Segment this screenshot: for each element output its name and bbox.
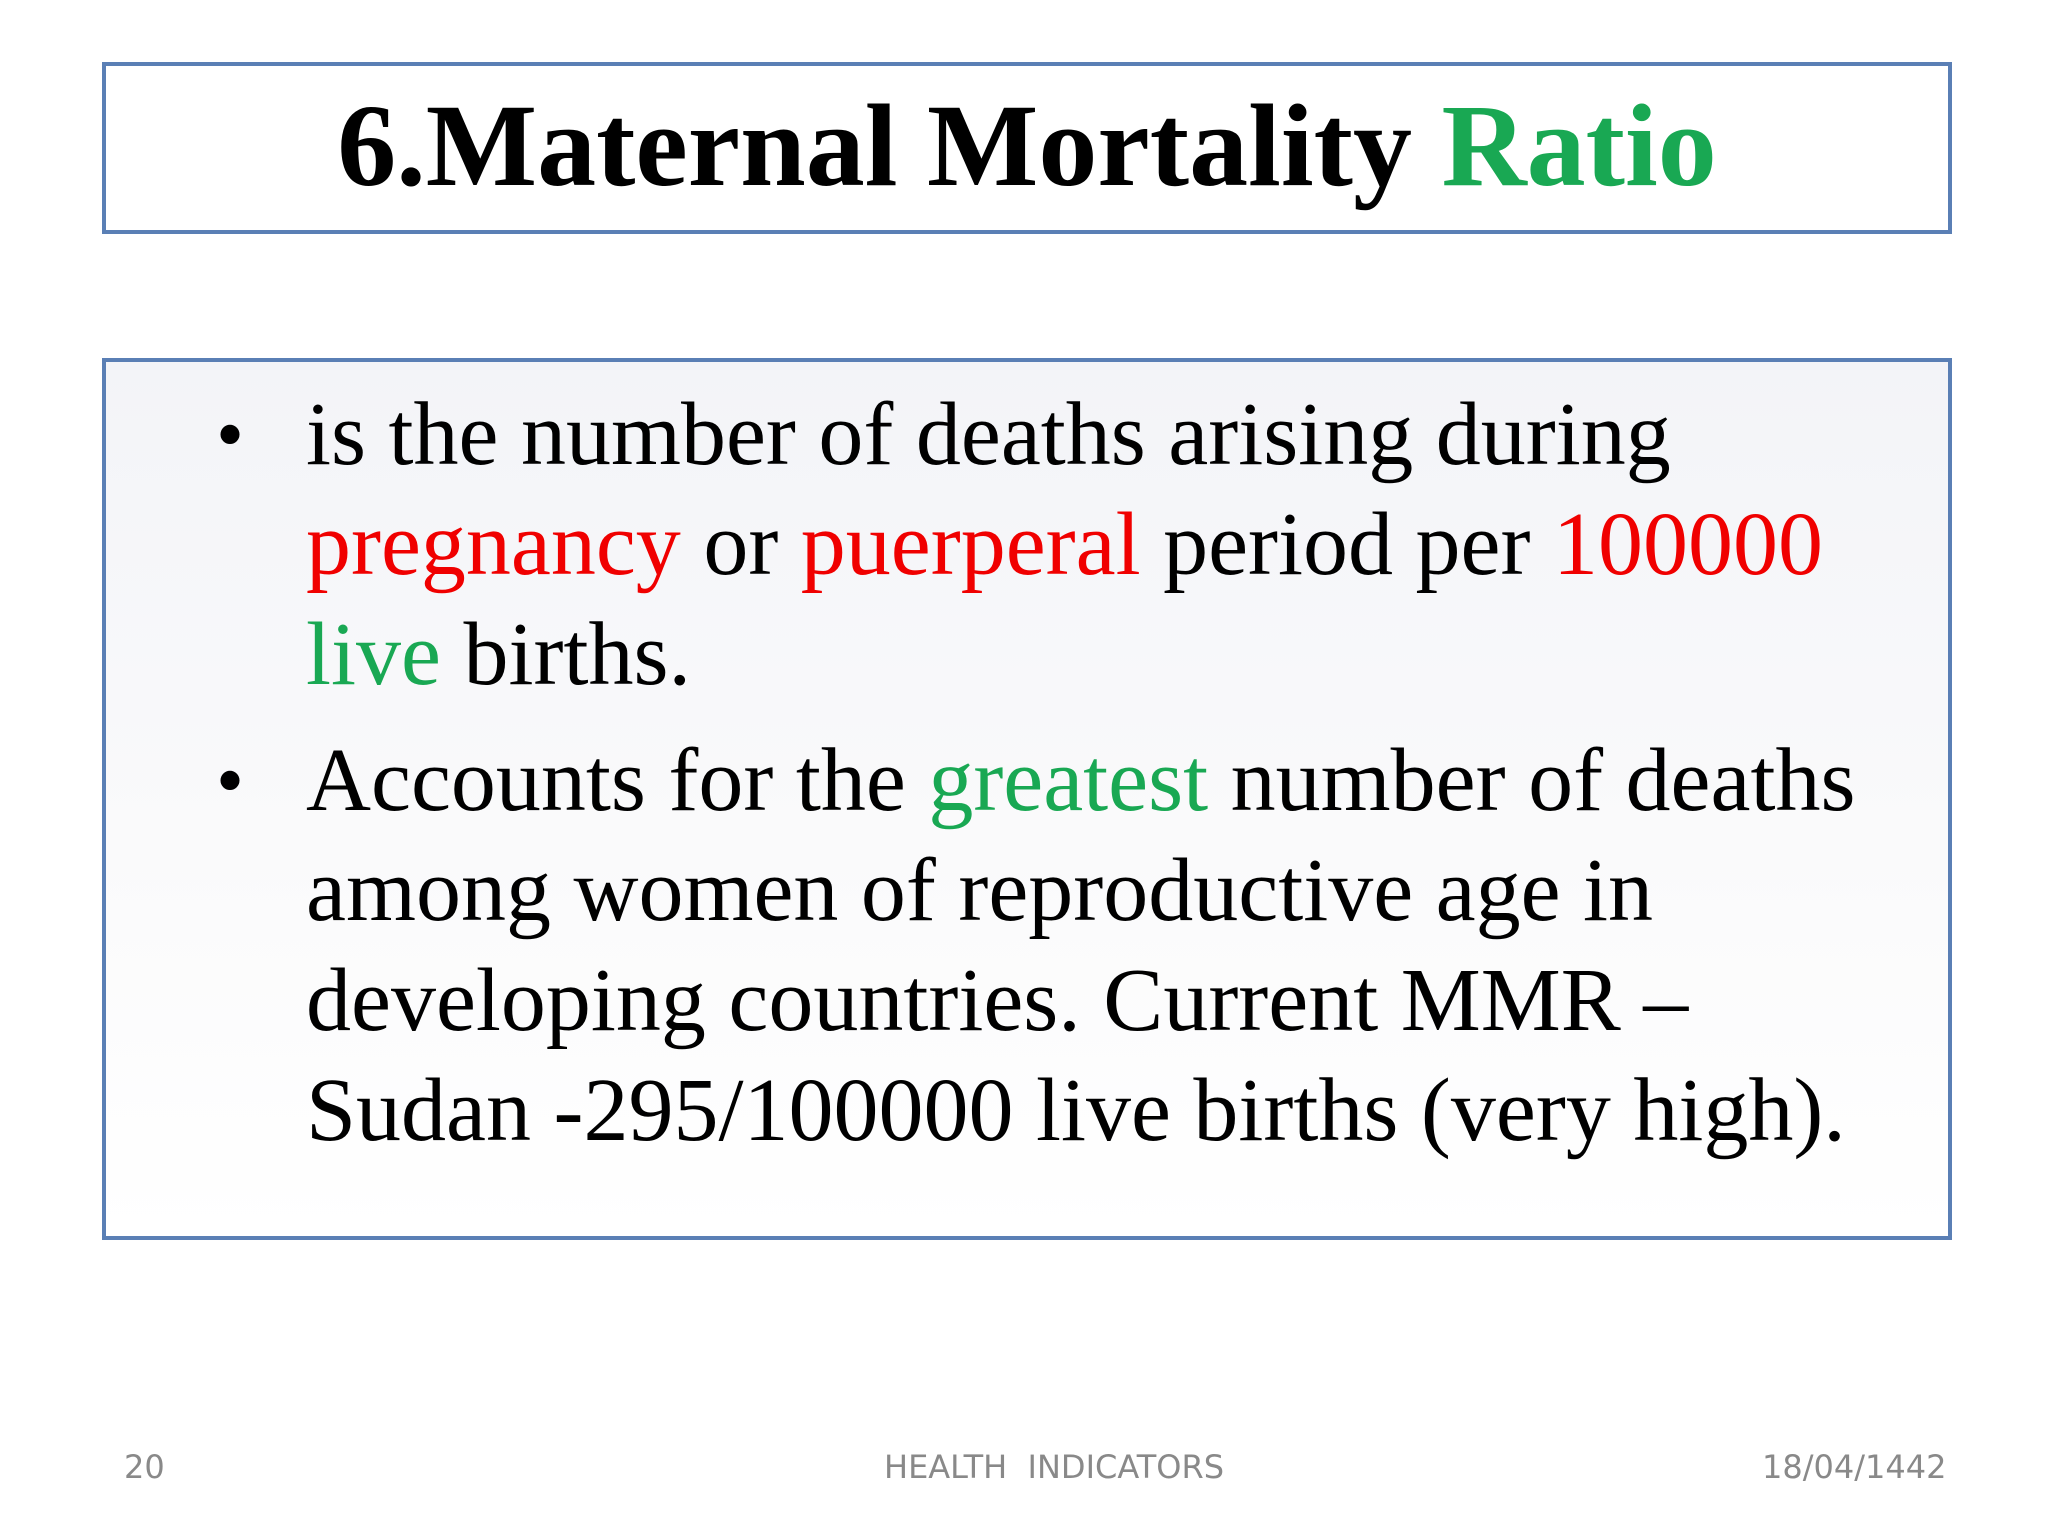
accounts-text-start: Accounts for the (306, 731, 929, 830)
connector-period: period per (1140, 495, 1553, 594)
bullet-item-accounts (126, 726, 1926, 1166)
footer-date: 18/04/1442 (1762, 1448, 1947, 1486)
term-live: live (306, 605, 441, 704)
definition-end: births. (440, 605, 691, 704)
term-puerperal: puerperal (800, 495, 1141, 594)
accounts-text-end: number of deaths among women of reproductive age in developing countries. Current MMR – Sudan -295/100000 live births (very high). (306, 731, 1856, 1160)
footer-title: HEALTH INDICATORS (884, 1448, 1225, 1486)
bullet-item-definition (126, 380, 1926, 710)
connector-or: or (680, 495, 801, 594)
term-pregnancy: pregnancy (306, 495, 681, 594)
title-prefix: 6.Maternal Mortality (337, 80, 1442, 211)
number-100000: 100000 (1552, 495, 1823, 594)
definition-text: is the number of deaths arising during (306, 385, 1671, 484)
slide-number: 20 (124, 1448, 165, 1486)
title-highlight: Ratio (1441, 80, 1717, 211)
bullet-dot-icon: • (216, 737, 245, 825)
slide-title (337, 80, 1717, 211)
bullet-dot-icon: • (216, 391, 245, 479)
term-greatest: greatest (928, 731, 1209, 830)
title-box (102, 62, 1952, 234)
content-box (102, 358, 1952, 1240)
bullet-list (126, 380, 1926, 1182)
